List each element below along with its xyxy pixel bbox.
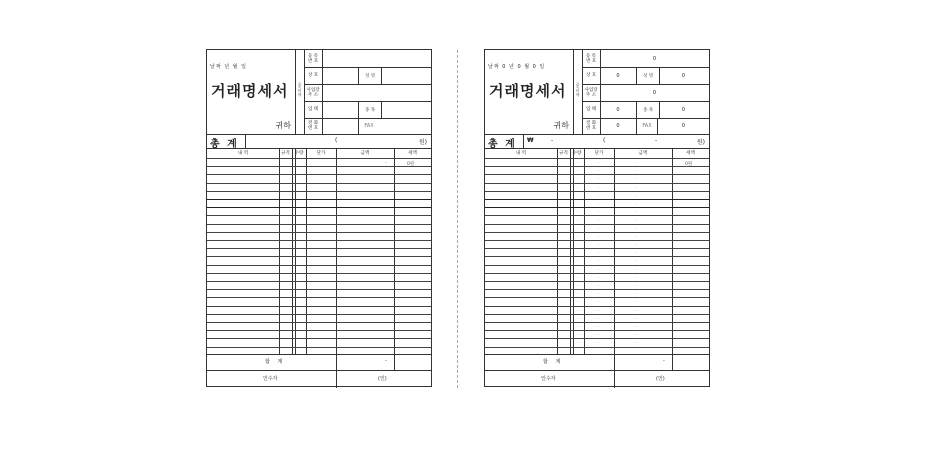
- phone-value[interactable]: [322, 118, 358, 134]
- row-qty-dash: -: [577, 315, 579, 320]
- receiver-row: [207, 370, 431, 387]
- table-row-line: [207, 314, 431, 315]
- table-row-line: [485, 281, 709, 282]
- row-amount-dash: -: [635, 307, 637, 312]
- col-amount: 금액: [360, 151, 370, 156]
- title-block: [207, 50, 296, 134]
- document-title: 거래명세서: [211, 82, 289, 100]
- row-amount-dash: -: [635, 233, 637, 238]
- table-row-line: [485, 306, 709, 307]
- subtotal-row: [207, 354, 431, 371]
- row-amount-dash: -: [635, 250, 637, 255]
- business-item-value[interactable]: 0: [681, 106, 686, 113]
- table-row-line: [207, 338, 431, 339]
- table-row-line: [207, 289, 431, 290]
- table-row-line: [485, 207, 709, 208]
- table-row-line: [485, 240, 709, 241]
- row-price-dash: -: [598, 324, 600, 328]
- address-label: 사업장 주 소: [304, 84, 323, 101]
- row-amount-dash: -: [635, 291, 637, 296]
- row-price-dash: -: [598, 217, 600, 222]
- table-row-line: [485, 338, 709, 339]
- row-amount-dash: -: [635, 283, 637, 287]
- row-price-dash: -: [598, 315, 600, 320]
- date-field[interactable]: 날짜 년 월 일: [210, 64, 247, 70]
- row-amount-dash: -: [635, 201, 637, 205]
- fax-value[interactable]: 0: [681, 123, 686, 129]
- table-row-line: [485, 330, 709, 331]
- title-block: [485, 50, 574, 134]
- owner-value[interactable]: 0: [681, 72, 686, 79]
- col-spec: 규격: [559, 151, 568, 156]
- table-row-line: [485, 183, 709, 184]
- table-row-line: [207, 215, 431, 216]
- col-unit-price: 단가: [594, 151, 604, 156]
- row-amount-dash: -: [635, 274, 637, 279]
- receiver-row: [485, 370, 709, 387]
- row-qty-dash: -: [577, 168, 579, 173]
- row-qty-dash: -: [577, 192, 579, 197]
- table-row-line: [485, 347, 709, 348]
- table-row-line: [485, 199, 709, 200]
- fax-value[interactable]: [380, 118, 431, 134]
- fax-label: FAX: [364, 123, 374, 129]
- line-items-table: [207, 148, 431, 355]
- col-amount: 금액: [638, 151, 648, 156]
- row-price-dash: -: [598, 266, 600, 271]
- table-row-line: [485, 158, 709, 159]
- col-tax: 세액: [686, 151, 695, 156]
- table-row-line: [207, 322, 431, 323]
- address-row: [582, 84, 709, 102]
- business-item-label: 종 목: [636, 101, 660, 118]
- table-row-line: [207, 347, 431, 348]
- table-row-line: [207, 297, 431, 298]
- table-row-line: [207, 240, 431, 241]
- row-qty-dash: -: [577, 299, 579, 304]
- row-amount-dash: -: [635, 315, 637, 320]
- table-row-line: [485, 191, 709, 192]
- business-type-row: [304, 101, 431, 119]
- row-qty-dash: -: [577, 332, 579, 337]
- row-amount-dash: -: [635, 299, 637, 304]
- row-qty-dash: -: [577, 250, 579, 255]
- row-amount-dash: -: [635, 242, 637, 246]
- phone-row: [304, 118, 431, 134]
- row-price-dash: -: [598, 340, 600, 345]
- subtotal-row: [485, 354, 709, 371]
- col-tax: 세액: [408, 151, 417, 156]
- grand-total-row: [485, 134, 709, 149]
- row-price-dash: -: [598, 332, 600, 337]
- phone-label: 전 화 번 호: [304, 118, 323, 134]
- reg-number-value[interactable]: [322, 50, 431, 67]
- table-row-line: [485, 256, 709, 257]
- total-open-paren: (: [603, 137, 606, 144]
- owner-value[interactable]: [380, 67, 431, 84]
- company-label: 상 호: [304, 67, 323, 84]
- row-price-dash: -: [598, 160, 600, 164]
- grand-total-label: 총 계: [210, 139, 239, 150]
- recipient-suffix: 귀하: [275, 121, 291, 130]
- table-row-line: [207, 265, 431, 266]
- subtotal-amount: -: [663, 358, 665, 364]
- col-spec: 규격: [281, 151, 290, 156]
- company-row: [582, 67, 709, 85]
- row-price-dash: -: [598, 209, 600, 214]
- table-row-line: [485, 224, 709, 225]
- total-close-paren: 원): [696, 139, 705, 146]
- row-qty-dash: -: [577, 307, 579, 312]
- row-price-dash: -: [598, 250, 600, 255]
- phone-value[interactable]: 0: [616, 123, 620, 129]
- supplier-info: [304, 50, 431, 134]
- owner-label: 성 명: [636, 67, 660, 84]
- business-type-row: [582, 101, 709, 119]
- row-qty-dash: -: [577, 233, 579, 238]
- table-row-line: [207, 248, 431, 249]
- row-price-dash: -: [598, 242, 600, 246]
- table-row-line: [207, 224, 431, 225]
- table-row-line: [207, 174, 431, 175]
- fax-label: FAX: [636, 118, 658, 134]
- receiver-label: 인수자: [541, 376, 556, 382]
- row-qty-dash: -: [577, 225, 579, 230]
- document-title: 거래명세서: [489, 82, 567, 100]
- row-price-dash: -: [598, 201, 600, 205]
- row-amount-dash: -: [635, 258, 637, 263]
- reg-number-value[interactable]: 0: [652, 55, 657, 62]
- table-row-line: [207, 306, 431, 307]
- row-amount-dash: -: [635, 160, 637, 164]
- grand-total-label: 총 계: [488, 139, 517, 150]
- row-price-dash: -: [598, 283, 600, 287]
- table-row-line: [485, 166, 709, 167]
- row-qty-dash: -: [577, 184, 579, 189]
- table-row-line: [485, 273, 709, 274]
- row-price-dash: -: [598, 291, 600, 296]
- col-description: 내 역: [515, 151, 527, 156]
- supplier-label: 공급자: [297, 82, 302, 97]
- row-qty-dash: -: [577, 283, 579, 287]
- table-row-line: [485, 297, 709, 298]
- row-amount-dash: -: [635, 184, 637, 189]
- row-qty-dash: -: [577, 324, 579, 328]
- row-qty-dash: -: [577, 160, 579, 164]
- row-amount-dash: -: [635, 266, 637, 271]
- table-row-line: [485, 314, 709, 315]
- table-row-line: [485, 289, 709, 290]
- reg-number-row: [582, 50, 709, 68]
- row-price-dash: -: [598, 307, 600, 312]
- total-korean-amount: -: [551, 137, 554, 144]
- table-row-line: [485, 174, 709, 175]
- line-items-table: [485, 148, 709, 355]
- subtotal-label: 합 계: [265, 359, 286, 365]
- row-qty-dash: -: [577, 176, 579, 181]
- row-price-dash: -: [598, 225, 600, 230]
- row-qty-dash: -: [577, 340, 579, 345]
- col-qty: 수량: [294, 151, 304, 156]
- first-row-tax: 0원: [407, 162, 415, 167]
- address-value[interactable]: [322, 84, 431, 101]
- row-qty-dash: -: [577, 242, 579, 246]
- company-value[interactable]: 0: [616, 72, 620, 79]
- reg-number-label: 등 록 번 호: [582, 50, 601, 67]
- row-price-dash: -: [598, 184, 600, 189]
- table-row-line: [207, 256, 431, 257]
- row-amount-dash: -: [635, 192, 637, 197]
- supplier-info: [582, 50, 709, 134]
- subtotal-label: 합 계: [543, 359, 564, 365]
- table-row-line: [485, 322, 709, 323]
- reg-number-label: 등 록 번 호: [304, 50, 323, 67]
- row-qty-dash: -: [577, 209, 579, 214]
- row-amount-dash: -: [635, 340, 637, 345]
- recipient-suffix: 귀하: [553, 121, 569, 130]
- table-row-line: [207, 281, 431, 282]
- invoice-form-right: [484, 49, 710, 387]
- row-price-dash: -: [598, 258, 600, 263]
- table-row-line: [485, 248, 709, 249]
- invoice-form-left: [206, 49, 432, 387]
- row-qty-dash: -: [577, 201, 579, 205]
- company-value[interactable]: [322, 67, 358, 84]
- date-field[interactable]: 날짜 0 년 0 월 0 일: [488, 64, 546, 70]
- row-amount-dash: -: [635, 332, 637, 337]
- row-qty-dash: -: [577, 291, 579, 296]
- row-qty-dash: -: [577, 258, 579, 263]
- business-type-label: 업 태: [304, 101, 323, 118]
- row-price-dash: -: [598, 192, 600, 197]
- table-row-line: [485, 265, 709, 266]
- row-amount-dash: -: [635, 168, 637, 173]
- first-row-tax: 0원: [685, 162, 693, 167]
- total-numeric-amount: -: [655, 137, 658, 144]
- reg-number-row: [304, 50, 431, 68]
- form-header: [485, 50, 709, 135]
- row-qty-dash: -: [577, 274, 579, 279]
- table-row-line: [207, 191, 431, 192]
- table-row-line: [485, 232, 709, 233]
- company-label: 상 호: [582, 67, 601, 84]
- address-value[interactable]: 0: [652, 89, 657, 96]
- col-unit-price: 단가: [316, 151, 326, 156]
- col-qty: 수량: [572, 151, 582, 156]
- supplier-label: 공급자: [575, 82, 580, 97]
- grand-total-row: [207, 134, 431, 149]
- row-amount-dash: -: [635, 209, 637, 214]
- table-row-line: [485, 215, 709, 216]
- row-amount-dash: -: [635, 176, 637, 181]
- page-fold-divider: [457, 50, 458, 388]
- table-row-line: [207, 199, 431, 200]
- phone-label: 전 화 번 호: [582, 118, 601, 134]
- business-type-value[interactable]: 0: [616, 106, 620, 113]
- address-row: [304, 84, 431, 102]
- table-row-line: [207, 330, 431, 331]
- total-open-paren: (: [335, 137, 338, 144]
- row-price-dash: -: [598, 168, 600, 173]
- table-row-line: [207, 273, 431, 274]
- business-type-label: 업 태: [582, 101, 601, 118]
- owner-label: 성 명: [358, 67, 382, 84]
- table-row-line: [207, 166, 431, 167]
- table-row-line: [207, 232, 431, 233]
- address-label: 사업장 주 소: [582, 84, 601, 101]
- table-row-line: [207, 207, 431, 208]
- table-row-line: [207, 183, 431, 184]
- row-qty-dash: -: [577, 217, 579, 222]
- row-price-dash: -: [598, 233, 600, 238]
- business-type-value[interactable]: [322, 101, 358, 118]
- receiver-label: 인수자: [263, 376, 278, 382]
- first-row-amount: -: [385, 161, 387, 166]
- receipt-seal-label: (인): [656, 376, 665, 382]
- total-close-paren: 원): [418, 139, 427, 146]
- row-qty-dash: -: [577, 266, 579, 271]
- table-row-line: [207, 158, 431, 159]
- row-price-dash: -: [598, 176, 600, 181]
- receipt-seal-label: (인): [378, 376, 387, 382]
- phone-row: [582, 118, 709, 134]
- company-row: [304, 67, 431, 85]
- form-header: [207, 50, 431, 135]
- business-item-label: 종 목: [358, 101, 382, 118]
- col-description: 내 역: [237, 151, 249, 156]
- row-price-dash: -: [598, 274, 600, 279]
- row-amount-dash: -: [635, 324, 637, 328]
- won-symbol: ₩: [527, 137, 534, 144]
- row-amount-dash: -: [635, 225, 637, 230]
- subtotal-amount: -: [385, 358, 387, 364]
- row-price-dash: -: [598, 299, 600, 304]
- business-item-value[interactable]: [380, 101, 431, 118]
- row-amount-dash: -: [635, 217, 637, 222]
